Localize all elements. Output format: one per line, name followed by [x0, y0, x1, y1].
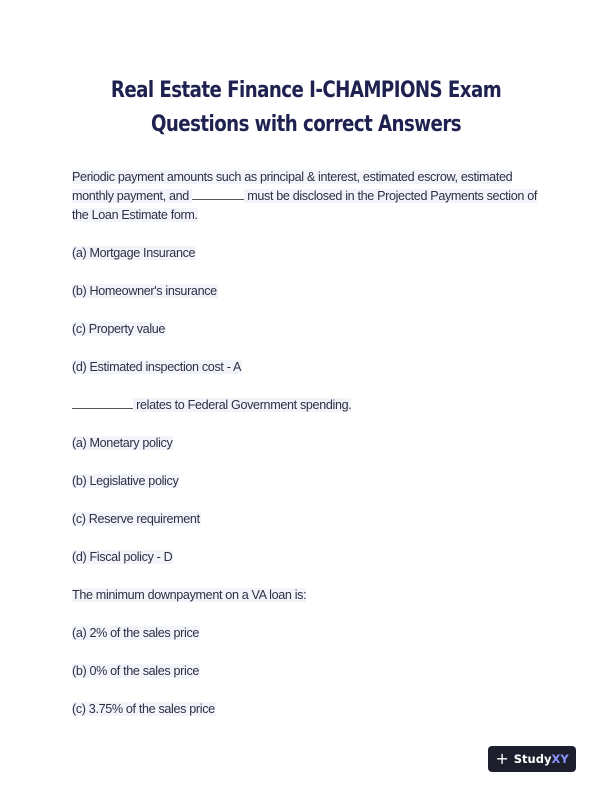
title-line-2: Questions with correct Answers	[150, 112, 462, 137]
logo-text: StudyXY	[513, 752, 569, 766]
question-3-option-b: (b) 0% of the sales price	[72, 664, 200, 678]
document-title	[24, 74, 587, 142]
question-1-option-a: (a) Mortgage Insurance	[72, 246, 196, 260]
answer-blank	[72, 397, 133, 409]
question-1-option-c: (c) Property value	[72, 322, 166, 336]
question-1-option-b: (b) Homeowner's insurance	[72, 284, 217, 298]
question-1-option-d: (d) Estimated inspection cost - A	[72, 360, 242, 374]
question-3-option-a: (a) 2% of the sales price	[72, 626, 200, 640]
question-2-option-d: (d) Fiscal policy - D	[72, 550, 173, 564]
answer-blank	[192, 188, 244, 200]
question-2-text: relates to Federal Government spending.	[72, 396, 542, 415]
plus-icon: +	[495, 749, 509, 768]
question-3-option-c: (c) 3.75% of the sales price	[72, 702, 215, 716]
question-2-option-c: (c) Reserve requirement	[72, 512, 200, 526]
title-line-1: Real Estate Finance I-CHAMPIONS Exam	[110, 78, 502, 103]
question-2-option-a: (a) Monetary policy	[72, 436, 173, 450]
question-1-text: Periodic payment amounts such as principal & interest, estimated escrow, estimated monthly payment, and must be disclosed in the Projected Payments section of the Loan Estimate form.	[72, 170, 538, 222]
question-3-text: The minimum downpayment on a VA loan is:	[72, 588, 307, 602]
studyxy-logo	[488, 746, 576, 772]
question-2-option-b: (b) Legislative policy	[72, 474, 179, 488]
question-list	[72, 168, 542, 738]
